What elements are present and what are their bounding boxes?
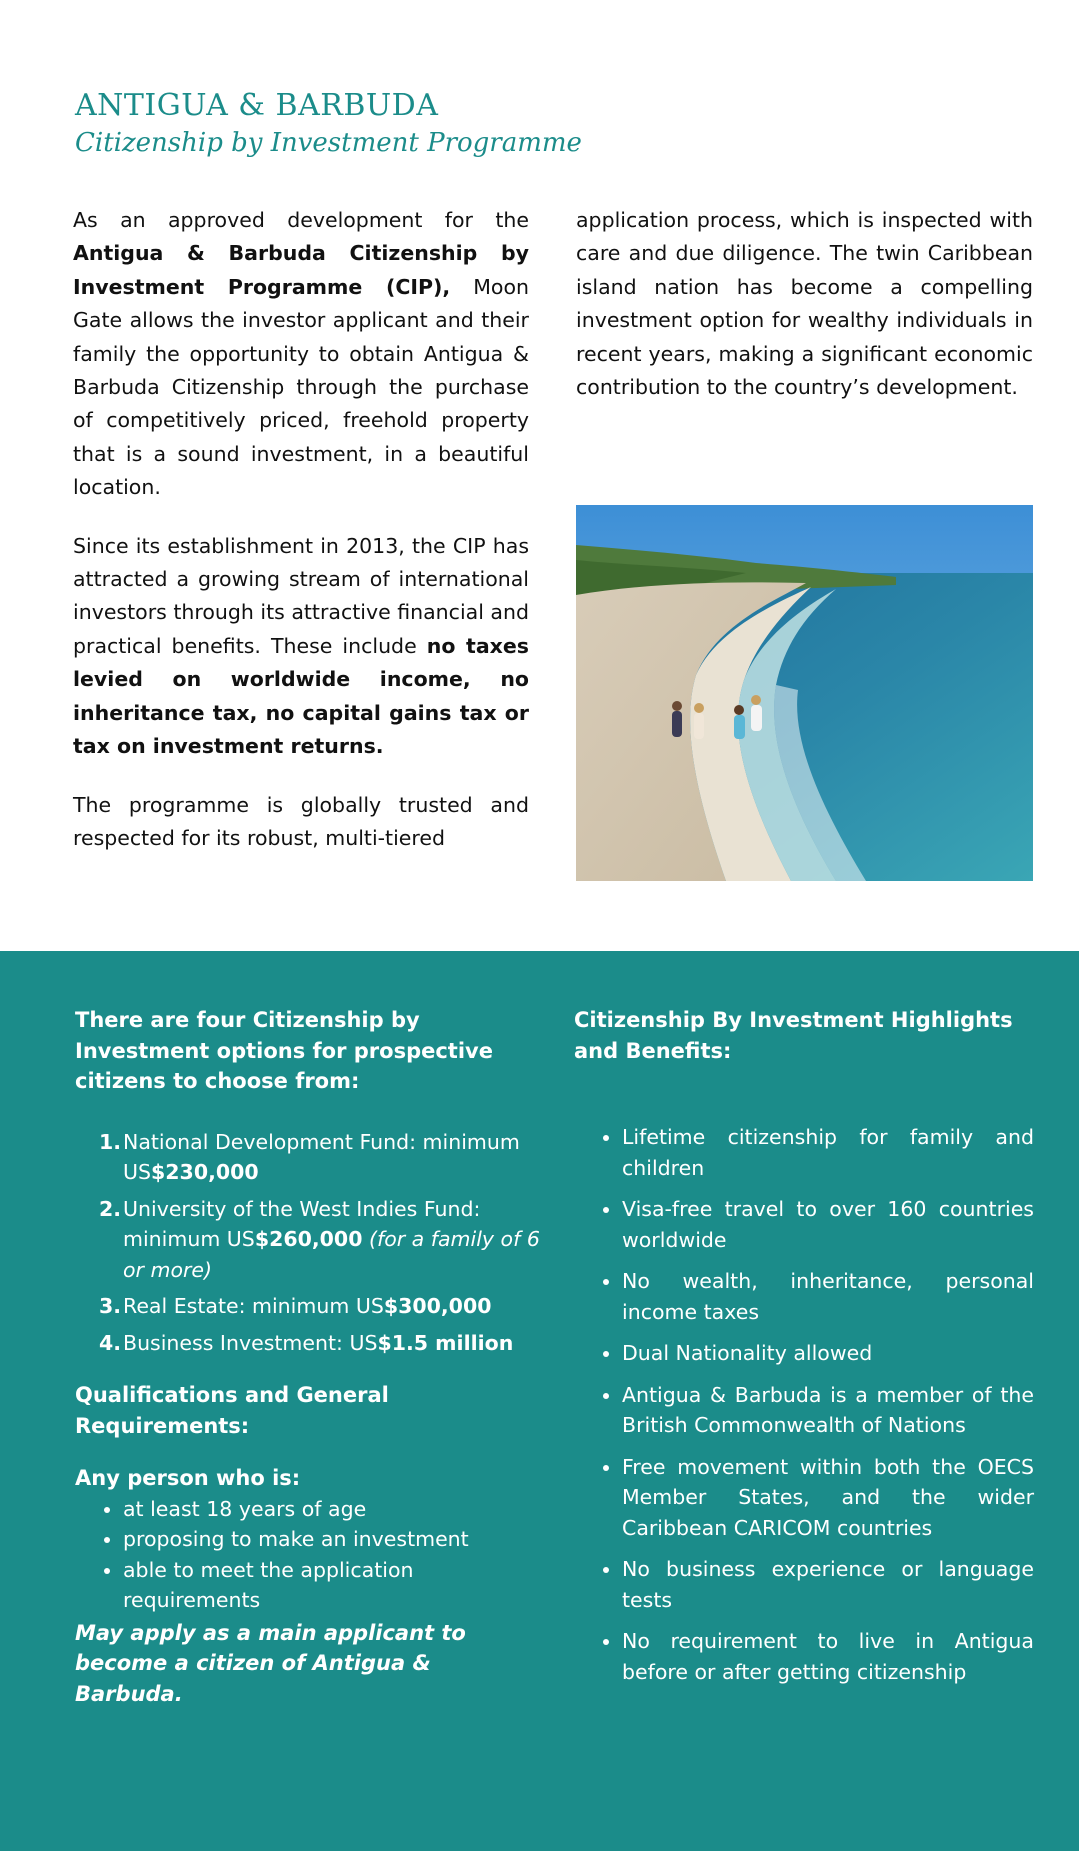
intro-column-right [576, 204, 1033, 429]
list-item: • Dual Nationality allowed [622, 1338, 1034, 1369]
options-list [75, 1127, 545, 1359]
benefits-list [574, 1122, 1034, 1687]
qualifications-heading: Qualifications and General Requirements: [75, 1383, 389, 1438]
list-item: • Free movement within both the OECS Member States, and the wider Caribbean CARICOM countries [622, 1452, 1034, 1544]
list-item: • No business experience or language tests [622, 1554, 1034, 1615]
list-item: • able to meet the application requirements [123, 1555, 545, 1616]
list-item: • No requirement to live in Antigua before or after getting citizenship [622, 1626, 1034, 1687]
intro-paragraph-4: application process, which is inspected with care and due diligence. The twin Caribbean island nation has become a compelling investment option for wealthy individuals in recent years, making a significant economic contribution to the country’s development. [576, 208, 1033, 400]
intro-paragraph-2: Since its establishment in 2013, the CIP has attracted a growing stream of international investors through its attractive financial and practical benefits. These include no taxes levied on worldwide income, no inheritance tax, no capital gains tax or tax on investment returns. [73, 533, 530, 759]
list-item: • proposing to make an investment [123, 1524, 545, 1555]
qualifications-lead: Any person who is: [75, 1466, 301, 1490]
qualifications-closing: May apply as a main applicant to become a citizen of Antigua & Barbuda. [75, 1620, 466, 1706]
options-heading: There are four Citizenship by Investment options for prospective citizens to choose from: [75, 1008, 493, 1093]
list-item: • Antigua & Barbuda is a member of the British Commonwealth of Nations [622, 1380, 1034, 1441]
intro-column-left [73, 204, 529, 880]
list-item: 2. University of the West Indies Fund: minimum US$260,000 (for a family of 6 or more) [99, 1196, 540, 1282]
beach-photo [576, 505, 1033, 881]
intro-paragraph-1: As an approved development for the Antigua & Barbuda Citizenship by Investment Programme (CIP), Moon Gate allows the investor applicant and their family the opportunity to obtain Antigua & Barbuda Citizenship through the purchase of competitively priced, freehold property that is a sound investment, in a beautiful location. [73, 208, 530, 500]
requirements-list [75, 1494, 545, 1616]
benefits-column [574, 1005, 1034, 1698]
list-item: • Visa-free travel to over 160 countries worldwide [622, 1194, 1034, 1255]
info-panel [0, 951, 1079, 1851]
benefits-heading: Citizenship By Investment Highlights and Benefits: [574, 1008, 1013, 1063]
intro-paragraph-3: The programme is globally trusted and respected for its robust, multi-tiered [73, 792, 529, 850]
page-title: ANTIGUA & BARBUDA [75, 88, 439, 123]
list-item: • Lifetime citizenship for family and children [622, 1122, 1034, 1183]
options-column [75, 1005, 545, 1709]
page-subtitle: Citizenship by Investment Programme [75, 128, 582, 158]
list-item: 1. National Development Fund: minimum US$230,000 [99, 1129, 520, 1184]
list-item: 4. Business Investment: US$1.5 million [99, 1330, 514, 1355]
list-item: • No wealth, inheritance, personal income taxes [622, 1266, 1034, 1327]
beach-illustration [576, 505, 1033, 881]
list-item: • at least 18 years of age [123, 1494, 545, 1525]
list-item: 3. Real Estate: minimum US$300,000 [99, 1294, 492, 1318]
